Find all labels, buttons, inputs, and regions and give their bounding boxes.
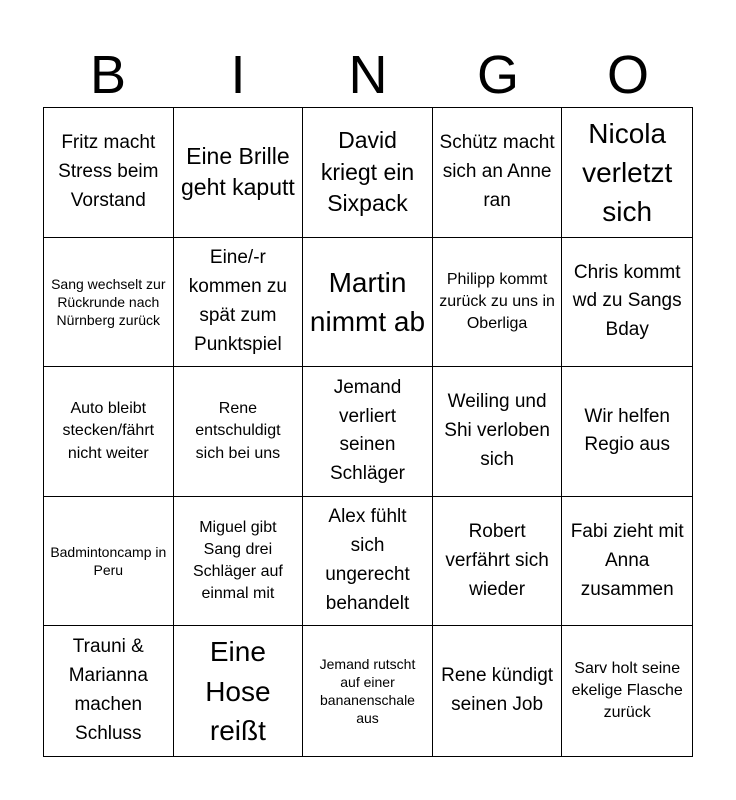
cell-text: Fritz macht Stress beim Vorstand <box>58 131 159 211</box>
bingo-cell[interactable] <box>303 108 433 238</box>
cell-text: Chris kommt wd zu Sangs Bday <box>572 261 682 341</box>
bingo-cell[interactable] <box>174 108 304 238</box>
bingo-cell[interactable] <box>303 497 433 627</box>
bingo-cell[interactable] <box>562 497 692 627</box>
bingo-cell[interactable] <box>44 238 174 368</box>
bingo-cell[interactable] <box>433 108 563 238</box>
cell-text: Trauni & Marianna machen Schluss <box>68 636 148 745</box>
bingo-cell[interactable] <box>433 497 563 627</box>
cell-text: Jemand rutscht auf einer bananenschale aus <box>319 655 416 727</box>
bingo-cell[interactable] <box>562 238 692 368</box>
bingo-cell[interactable] <box>433 238 563 368</box>
bingo-cell[interactable] <box>433 367 563 497</box>
bingo-cell[interactable] <box>174 238 304 368</box>
cell-text: Alex fühlt sich ungerecht behandelt <box>325 506 410 614</box>
bingo-cell[interactable] <box>433 626 563 756</box>
cell-text: Robert verfährt sich wieder <box>445 520 549 600</box>
cell-text: Philipp kommt zurück zu uns in Oberliga <box>439 270 555 332</box>
cell-text: Martin nimmt ab <box>309 266 426 337</box>
cell-text: Jemand verliert seinen Schläger <box>329 376 405 485</box>
cell-text: Eine Brille geht kaputt <box>180 143 295 201</box>
bingo-cell[interactable] <box>174 626 304 756</box>
cell-text: Weiling und Shi verloben sich <box>444 391 550 470</box>
cell-text: Schütz macht sich an Anne ran <box>439 131 555 211</box>
cell-text: Badmintoncamp in Peru <box>50 543 167 579</box>
cell-text: Wir helfen Regio aus <box>584 405 670 456</box>
cell-text: Eine/-r kommen zu spät zum Punktspiel <box>188 247 287 355</box>
cell-text: Auto bleibt stecken/fährt nicht weiter <box>62 400 155 462</box>
cell-text: Nicola verletzt sich <box>582 117 673 227</box>
bingo-cell[interactable] <box>303 238 433 368</box>
bingo-cell[interactable] <box>174 497 304 627</box>
bingo-cell[interactable] <box>303 367 433 497</box>
bingo-cell[interactable] <box>562 367 692 497</box>
header-letter-i: I <box>230 45 246 105</box>
bingo-cell[interactable] <box>44 626 174 756</box>
bingo-cell[interactable] <box>44 108 174 238</box>
bingo-cell[interactable] <box>174 367 304 497</box>
header-letter-b: B <box>89 45 127 105</box>
cell-text: Rene entschuldigt sich bei uns <box>195 400 281 462</box>
bingo-header <box>43 42 693 108</box>
cell-text: Fabi zieht mit Anna zusammen <box>570 520 684 600</box>
cell-text: Sang wechselt zur Rückrunde nach Nürnberg zurück <box>51 275 166 328</box>
bingo-cell[interactable] <box>303 626 433 756</box>
bingo-cell[interactable] <box>562 626 692 756</box>
bingo-cell[interactable] <box>562 108 692 238</box>
cell-text: David kriegt ein Sixpack <box>320 127 415 216</box>
bingo-cell[interactable] <box>44 367 174 497</box>
bingo-cell[interactable] <box>44 497 174 627</box>
cell-text: Eine Hose reißt <box>205 636 271 746</box>
cell-text: Miguel gibt Sang drei Schläger auf einmal mit <box>192 518 283 603</box>
header-letter-n: N <box>348 45 388 105</box>
cell-text: Sarv holt seine ekelige Flasche zurück <box>571 660 683 722</box>
header-letter-o: O <box>606 45 649 105</box>
header-letter-g: G <box>476 45 519 105</box>
cell-text: Rene kündigt seinen Job <box>441 665 554 716</box>
bingo-grid <box>43 107 693 757</box>
